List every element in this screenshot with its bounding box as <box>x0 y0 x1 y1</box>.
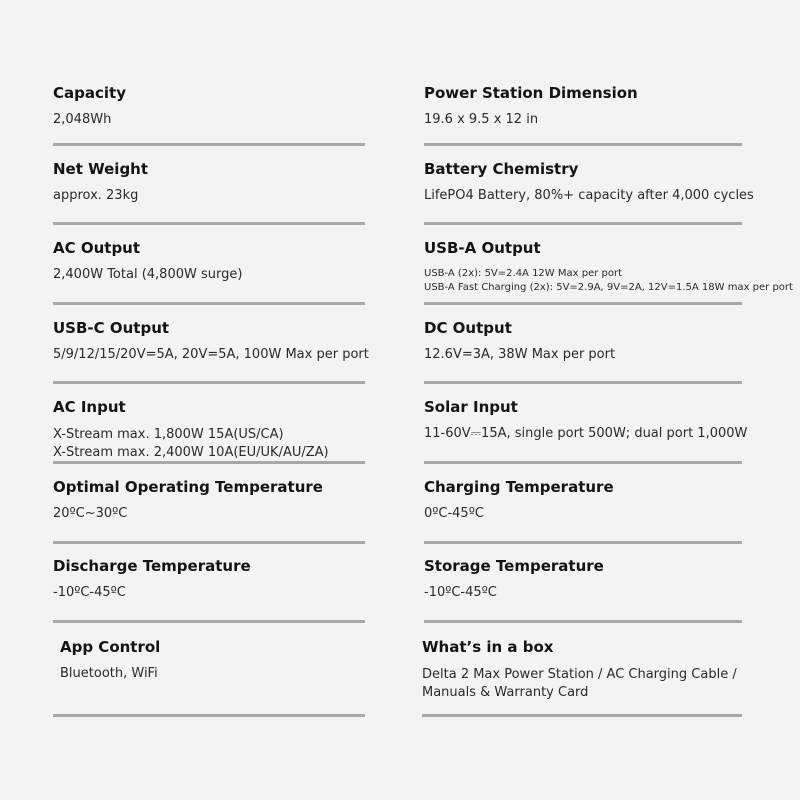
divider <box>424 461 742 464</box>
spec-value: -10ºC-45ºC <box>424 585 497 600</box>
spec-label: Solar Input <box>424 398 518 416</box>
spec-value: 2,400W Total (4,800W surge) <box>53 267 243 282</box>
spec-value: 20ºC~30ºC <box>53 506 128 521</box>
spec-value-line: USB-A Fast Charging (2x): 5V=2.9A, 9V=2A, 12V=1.5A 18W max per port <box>424 282 793 293</box>
spec-value-line: X-Stream max. 2,400W 10A(EU/UK/AU/ZA) <box>53 445 329 460</box>
divider <box>53 541 365 544</box>
divider <box>424 222 742 225</box>
divider <box>422 714 742 717</box>
spec-label: Discharge Temperature <box>53 557 251 575</box>
divider <box>424 381 742 384</box>
divider <box>53 461 365 464</box>
spec-label: USB-A Output <box>424 239 541 257</box>
spec-value <box>53 426 329 462</box>
spec-value-line: USB-A (2x): 5V=2.4A 12W Max per port <box>424 268 623 279</box>
spec-value-line: X-Stream max. 1,800W 15A(US/CA) <box>53 427 284 442</box>
spec-value: approx. 23kg <box>53 188 139 203</box>
spec-label: Power Station Dimension <box>424 84 638 102</box>
spec-value: 19.6 x 9.5 x 12 in <box>424 112 539 127</box>
divider <box>424 620 742 623</box>
spec-value: 11-60V⎓15A, single port 500W; dual port 1,000W <box>424 426 748 441</box>
divider <box>53 714 365 717</box>
spec-label: App Control <box>60 638 161 656</box>
spec-value: -10ºC-45ºC <box>53 585 126 600</box>
spec-label: Net Weight <box>53 160 149 178</box>
spec-label: Charging Temperature <box>424 478 614 496</box>
spec-value-line: Manuals & Warranty Card <box>422 685 589 700</box>
spec-value: 12.6V=3A, 38W Max per port <box>424 347 616 362</box>
spec-value: LifePO4 Battery, 80%+ capacity after 4,000 cycles <box>424 188 754 203</box>
spec-label: Capacity <box>53 84 126 102</box>
spec-value: 0ºC-45ºC <box>424 506 484 521</box>
divider <box>53 381 365 384</box>
divider <box>53 143 365 146</box>
spec-label: AC Output <box>53 239 141 257</box>
divider <box>424 302 742 305</box>
spec-value: 5/9/12/15/20V=5A, 20V=5A, 100W Max per port <box>53 347 369 362</box>
divider <box>424 541 742 544</box>
spec-value: 2,048Wh <box>53 112 112 127</box>
spec-label: USB-C Output <box>53 319 170 337</box>
spec-label: DC Output <box>424 319 512 337</box>
spec-value: Bluetooth, WiFi <box>60 666 158 681</box>
spec-value <box>424 267 793 295</box>
spec-value-line: Delta 2 Max Power Station / AC Charging Cable / <box>422 667 737 682</box>
spec-label: Battery Chemistry <box>424 160 579 178</box>
spec-label: AC Input <box>53 398 126 416</box>
spec-label: Storage Temperature <box>424 557 604 575</box>
divider <box>53 222 365 225</box>
divider <box>424 143 742 146</box>
divider <box>53 620 365 623</box>
divider <box>53 302 365 305</box>
spec-label: What’s in a box <box>422 638 554 656</box>
spec-value <box>422 666 737 702</box>
spec-label: Optimal Operating Temperature <box>53 478 323 496</box>
